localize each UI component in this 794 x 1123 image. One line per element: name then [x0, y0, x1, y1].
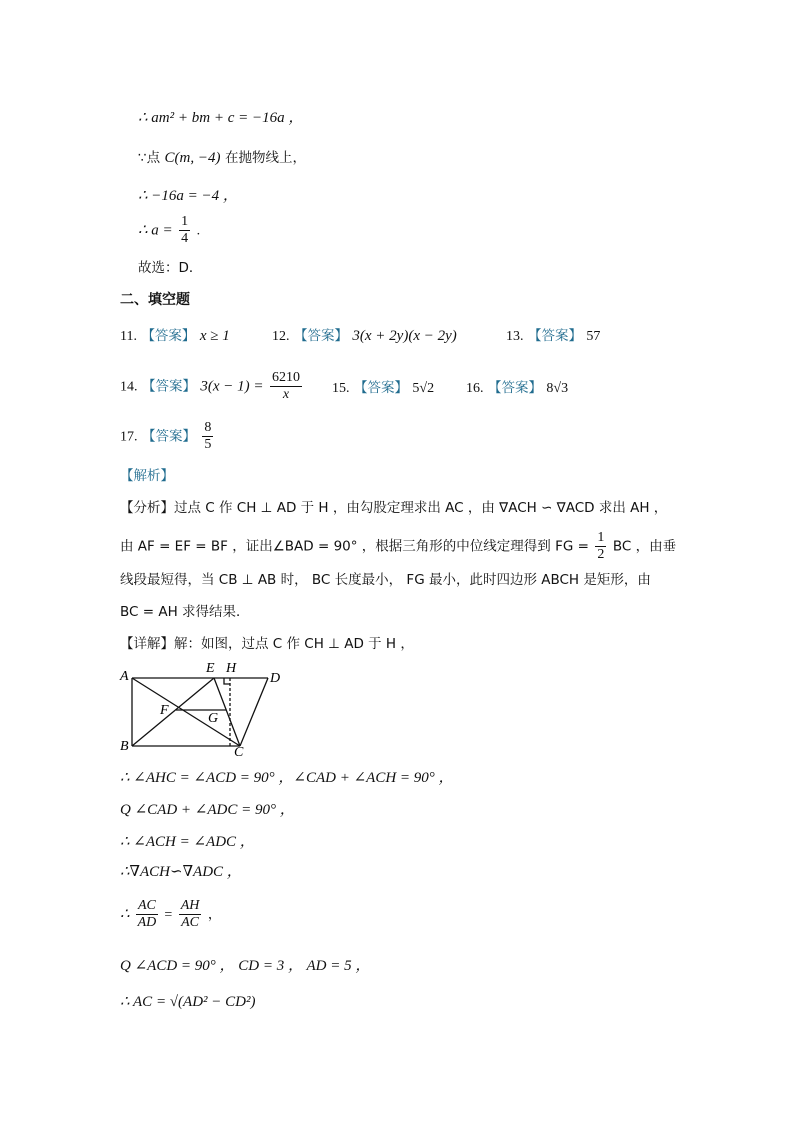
q12-value: 3(x + 2y)(x − 2y) — [352, 328, 457, 344]
answer-15 — [332, 378, 434, 399]
xiangjie-line: 【详解】解：如图，过点 C 作 CH ⊥ AD 于 H ， — [120, 636, 414, 652]
half-fraction — [595, 530, 606, 563]
step-1: ∴ ∠AHC = ∠ACD = 90° ，∠CAD + ∠ACH = 90° ， — [120, 770, 454, 786]
q14-fraction-den: x — [282, 387, 290, 402]
fenxi-2-post: BC ，由垂 — [612, 538, 677, 555]
fenxi-line-2 — [120, 530, 676, 563]
line-ac — [132, 678, 240, 746]
geometry-figure — [118, 658, 288, 758]
q14-answer-tag: 【答案】 — [141, 378, 196, 395]
q11-value: x ≥ 1 — [199, 328, 230, 344]
q16-value: 8√3 — [546, 381, 569, 396]
fenxi-2-text: 由 AF = EF = BF ，证出∠BAD = 90° ，根据三角形的中位线定理得到 FG = — [120, 538, 589, 555]
answer-16 — [466, 378, 568, 399]
step-5 — [120, 898, 221, 931]
q13-number: 13. — [506, 329, 524, 344]
q17-fraction-den: 5 — [204, 437, 212, 452]
q14-number: 14. — [120, 379, 138, 395]
fraction-num: 1 — [181, 214, 189, 229]
equation-line-3: ∴ −16a = −4 ， — [138, 188, 238, 204]
line-cd — [240, 678, 268, 746]
label-b: B — [120, 739, 129, 754]
label-f: F — [160, 703, 169, 718]
equation-line-4 — [138, 214, 200, 247]
q12-number: 12. — [272, 329, 290, 344]
fraction-one-quarter — [179, 214, 190, 247]
section-title: 二、填空题 — [120, 292, 190, 308]
q11-number: 11. — [120, 329, 137, 344]
ratio-1-num: AC — [138, 898, 156, 913]
fraction-den: 4 — [181, 231, 189, 246]
q15-answer-tag: 【答案】 — [353, 380, 408, 396]
line-be — [132, 678, 214, 746]
point-c-math: C(m, −4) — [164, 150, 221, 166]
answer-14 — [120, 370, 304, 403]
half-den: 2 — [597, 547, 605, 562]
label-c: C — [234, 745, 244, 758]
a-equals: ∴ a = — [138, 222, 173, 239]
q13-answer-tag: 【答案】 — [527, 328, 582, 344]
ratio-ac-ad — [136, 898, 158, 931]
equals-sign: = — [164, 907, 173, 923]
step-7: ∴ AC = √(AD² − CD²) — [120, 994, 256, 1010]
ratio-ah-ac — [179, 898, 202, 931]
q14-value: 3(x − 1) = — [200, 378, 264, 395]
label-h: H — [226, 661, 237, 676]
label-d: D — [270, 671, 281, 686]
since-label: ∵点 — [138, 150, 161, 166]
half-num: 1 — [597, 530, 605, 545]
label-a: A — [120, 669, 129, 684]
therefore-sign: ∴ — [120, 906, 130, 923]
fenxi-line-4: BC = AH 求得结果． — [120, 604, 250, 620]
answer-12 — [272, 326, 457, 347]
answer-13 — [506, 326, 600, 347]
right-angle-mark — [224, 678, 230, 684]
fenxi-line-1: 【分析】过点 C 作 CH ⊥ AD 于 H ，由勾股定理求出 AC ，由 ∇ACH ∽ ∇ACD 求出 AH ， — [120, 500, 668, 516]
q16-number: 16. — [466, 381, 484, 396]
choice-line: 故选：D． — [138, 260, 203, 276]
ratio-2-num: AH — [180, 898, 200, 913]
q17-number: 17. — [120, 429, 138, 445]
q16-answer-tag: 【答案】 — [487, 380, 542, 396]
q17-fraction — [202, 420, 213, 453]
q12-answer-tag: 【答案】 — [293, 328, 348, 344]
answer-17 — [120, 420, 215, 453]
ratio-2-den: AC — [181, 915, 199, 930]
jiexi-label: 【解析】 — [120, 468, 174, 484]
step-4: ∴∇ACH∽∇ADC ， — [120, 864, 242, 880]
label-g: G — [208, 711, 219, 726]
on-parabola-text: 在抛物线上， — [224, 150, 306, 166]
point-c-line — [138, 148, 306, 168]
equation-line-1: ∴ am² + bm + c = −16a ， — [138, 110, 304, 126]
q15-value: 5√2 — [412, 381, 435, 396]
answer-11 — [120, 326, 230, 347]
label-e: E — [206, 661, 215, 676]
period: . — [196, 223, 201, 239]
q13-value: 57 — [586, 329, 601, 344]
q17-answer-tag: 【答案】 — [141, 428, 196, 445]
q14-fraction-num: 6210 — [272, 370, 301, 385]
step-2: Q ∠CAD + ∠ADC = 90° ， — [120, 802, 295, 818]
step-6: Q ∠ACD = 90° ， CD = 3 ， AD = 5 ， — [120, 958, 371, 974]
q15-number: 15. — [332, 381, 350, 396]
fenxi-line-3: 线段最短得，当 CB ⊥ AB 时， BC 长度最小， FG 最小，此时四边形 ABCH 是矩形，由 — [120, 572, 651, 588]
comma: ， — [207, 906, 222, 923]
q11-answer-tag: 【答案】 — [141, 328, 196, 344]
step-3: ∴ ∠ACH = ∠ADC ， — [120, 834, 255, 850]
q17-fraction-num: 8 — [204, 420, 212, 435]
q14-fraction — [270, 370, 302, 403]
ratio-1-den: AD — [137, 915, 157, 930]
